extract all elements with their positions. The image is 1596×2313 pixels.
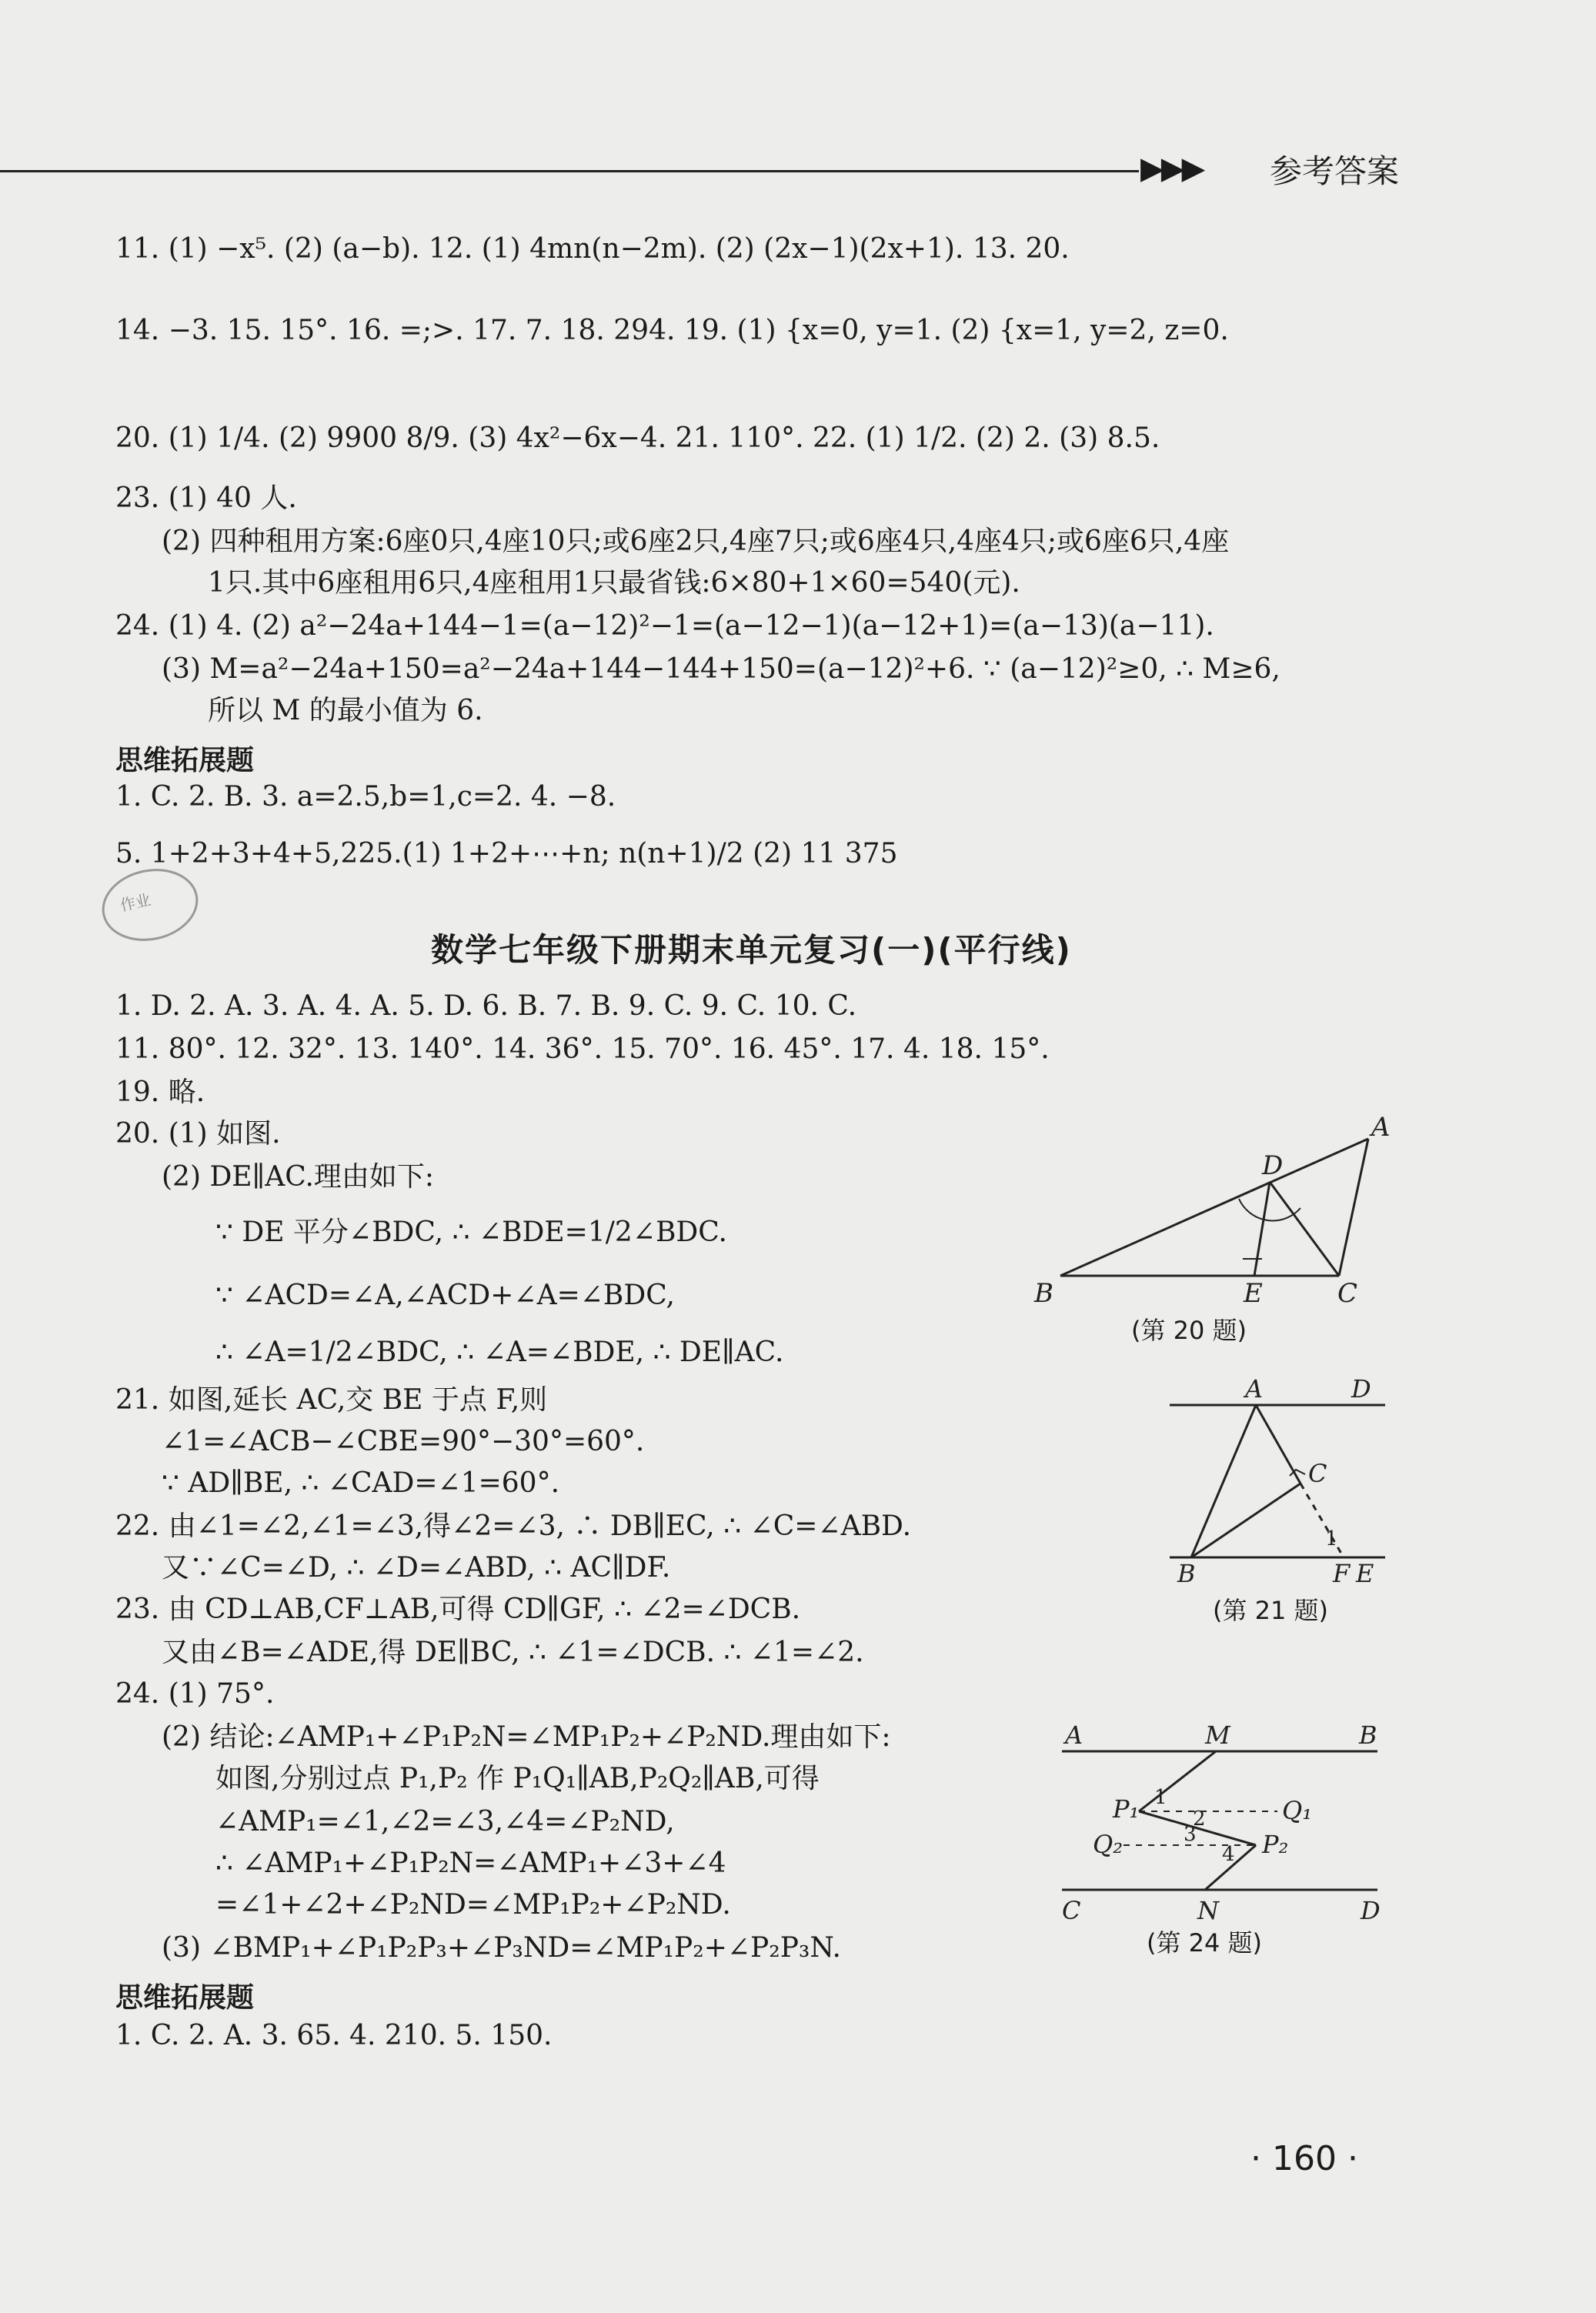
svg-text:B: B xyxy=(1359,1721,1377,1750)
figure-20 xyxy=(1031,1108,1401,1323)
section-heading: 思维拓展题 xyxy=(115,745,255,776)
answer-line: 5. 1+2+3+4+5,225.(1) 1+2+⋯+n; n(n+1)/2 (2) 11 375 xyxy=(115,838,898,869)
answer-line: 1. D. 2. A. 3. A. 4. A. 5. D. 6. B. 7. B. 9. C. 9. C. 10. C. xyxy=(115,990,857,1022)
svg-text:D: D xyxy=(1262,1150,1284,1181)
svg-text:E: E xyxy=(1356,1559,1374,1588)
svg-text:E: E xyxy=(1244,1278,1263,1309)
answer-line: 24. (1) 4. (2) a²−24a+144−1=(a−12)²−1=(a−12−1)(a−12+1)=(a−13)(a−11). xyxy=(115,610,1214,642)
unit-title: 数学七年级下册期末单元复习(一)(平行线) xyxy=(431,931,1072,969)
answer-line: ∠1=∠ACB−∠CBE=90°−30°=60°. xyxy=(162,1426,645,1457)
svg-text:C: C xyxy=(1337,1278,1358,1309)
answer-line: ∵ ∠ACD=∠A,∠ACD+∠A=∠BDC, xyxy=(215,1280,675,1311)
header-title: 参考答案 xyxy=(1270,152,1400,190)
answer-line: 23. (1) 40 人. xyxy=(115,482,297,514)
header-rule xyxy=(0,170,1139,172)
answer-line: 1只.其中6座租用6只,4座租用1只最省钱:6×80+1×60=540(元). xyxy=(208,567,1020,599)
page-number: · 160 · xyxy=(1250,2139,1358,2178)
header-arrows: ▶▶▶ xyxy=(1140,151,1203,186)
answer-line: 19. 略. xyxy=(115,1076,205,1108)
answer-line: ∴ ∠AMP₁+∠P₁P₂N=∠AMP₁+∠3+∠4 xyxy=(215,1847,726,1879)
svg-text:P₁: P₁ xyxy=(1113,1794,1140,1824)
svg-text:D: D xyxy=(1351,1374,1371,1403)
section-heading: 思维拓展题 xyxy=(115,1982,255,2014)
svg-text:F: F xyxy=(1333,1559,1351,1588)
svg-text:Q₂: Q₂ xyxy=(1093,1830,1124,1859)
figure-20-caption: (第 20 题) xyxy=(1131,1316,1247,1345)
answer-line: ∵ DE 平分∠BDC, ∴ ∠BDE=1/2∠BDC. xyxy=(215,1217,727,1248)
answer-line: (3) M=a²−24a+150=a²−24a+144−144+150=(a−12)²+6. ∵ (a−12)²≥0, ∴ M≥6, xyxy=(162,653,1280,685)
svg-text:B: B xyxy=(1177,1559,1196,1588)
answer-line: ∴ ∠A=1/2∠BDC, ∴ ∠A=∠BDE, ∴ DE∥AC. xyxy=(215,1337,784,1368)
answer-line: 22. 由∠1=∠2,∠1=∠3,得∠2=∠3, ∴ DB∥EC, ∴ ∠C=∠ABD. xyxy=(115,1510,912,1542)
answer-line: (2) 四种租用方案:6座0只,4座10只;或6座2只,4座7只;或6座4只,4座4只;或6座6只,4座 xyxy=(162,526,1230,557)
svg-text:M: M xyxy=(1205,1721,1230,1750)
svg-text:A: A xyxy=(1245,1374,1264,1403)
answer-line: ∠AMP₁=∠1,∠2=∠3,∠4=∠P₂ND, xyxy=(215,1806,675,1837)
answer-line: ∵ AD∥BE, ∴ ∠CAD=∠1=60°. xyxy=(162,1467,560,1499)
figure-21-caption: (第 21 题) xyxy=(1213,1596,1329,1625)
svg-text:C: C xyxy=(1062,1896,1081,1925)
answer-line: 14. −3. 15. 15°. 16. =;>. 17. 7. 18. 294. 19. (1) {x=0, y=1. (2) {x=1, y=2, z=0. xyxy=(115,315,1229,346)
svg-text:C: C xyxy=(1308,1459,1327,1488)
svg-text:2: 2 xyxy=(1193,1807,1206,1831)
figure-21 xyxy=(1154,1374,1401,1597)
svg-text:Q₁: Q₁ xyxy=(1282,1796,1313,1825)
answer-line: 20. (1) 1/4. (2) 9900 8/9. (3) 4x²−6x−4. 21. 110°. 22. (1) 1/2. (2) 2. (3) 8.5. xyxy=(115,422,1160,454)
answer-line: (2) 结论:∠AMP₁+∠P₁P₂N=∠MP₁P₂+∠P₂ND.理由如下: xyxy=(162,1721,891,1753)
answer-line: 又由∠B=∠ADE,得 DE∥BC, ∴ ∠1=∠DCB. ∴ ∠1=∠2. xyxy=(162,1637,864,1668)
svg-text:1: 1 xyxy=(1325,1527,1338,1550)
answer-line: 24. (1) 75°. xyxy=(115,1678,275,1710)
figure-24 xyxy=(1054,1721,1393,1928)
answer-line: 20. (1) 如图. xyxy=(115,1118,281,1150)
svg-text:D: D xyxy=(1361,1896,1381,1925)
answer-line: 11. 80°. 12. 32°. 13. 140°. 14. 36°. 15. 70°. 16. 45°. 17. 4. 18. 15°. xyxy=(115,1033,1050,1065)
answer-line: 23. 由 CD⊥AB,CF⊥AB,可得 CD∥GF, ∴ ∠2=∠DCB. xyxy=(115,1594,801,1625)
answer-line: (3) ∠BMP₁+∠P₁P₂P₃+∠P₃ND=∠MP₁P₂+∠P₂P₃N. xyxy=(162,1932,841,1964)
answer-line: 21. 如图,延长 AC,交 BE 于点 F,则 xyxy=(115,1384,548,1416)
answer-line: 1. C. 2. B. 3. a=2.5,b=1,c=2. 4. −8. xyxy=(115,781,616,813)
svg-text:3: 3 xyxy=(1184,1823,1197,1846)
answer-line: 11. (1) −x⁵. (2) (a−b). 12. (1) 4mn(n−2m). (2) (2x−1)(2x+1). 13. 20. xyxy=(115,233,1070,265)
answer-line: (2) DE∥AC.理由如下: xyxy=(162,1161,435,1193)
svg-text:N: N xyxy=(1197,1896,1219,1925)
figure-24-caption: (第 24 题) xyxy=(1147,1928,1263,1958)
svg-text:4: 4 xyxy=(1222,1843,1235,1866)
svg-text:B: B xyxy=(1034,1278,1053,1309)
answer-line: 又∵∠C=∠D, ∴ ∠D=∠ABD, ∴ AC∥DF. xyxy=(162,1552,671,1584)
stamp-mark: 作业 xyxy=(95,860,205,950)
svg-text:P₂: P₂ xyxy=(1262,1830,1289,1859)
answer-line: 1. C. 2. A. 3. 65. 4. 210. 5. 150. xyxy=(115,2020,553,2051)
svg-text:A: A xyxy=(1065,1721,1083,1750)
svg-text:1: 1 xyxy=(1154,1786,1167,1809)
answer-line: 所以 M 的最小值为 6. xyxy=(208,695,483,726)
svg-text:A: A xyxy=(1371,1112,1391,1143)
answer-line: =∠1+∠2+∠P₂ND=∠MP₁P₂+∠P₂ND. xyxy=(215,1889,731,1921)
answer-line: 如图,分别过点 P₁,P₂ 作 P₁Q₁∥AB,P₂Q₂∥AB,可得 xyxy=(215,1763,820,1794)
